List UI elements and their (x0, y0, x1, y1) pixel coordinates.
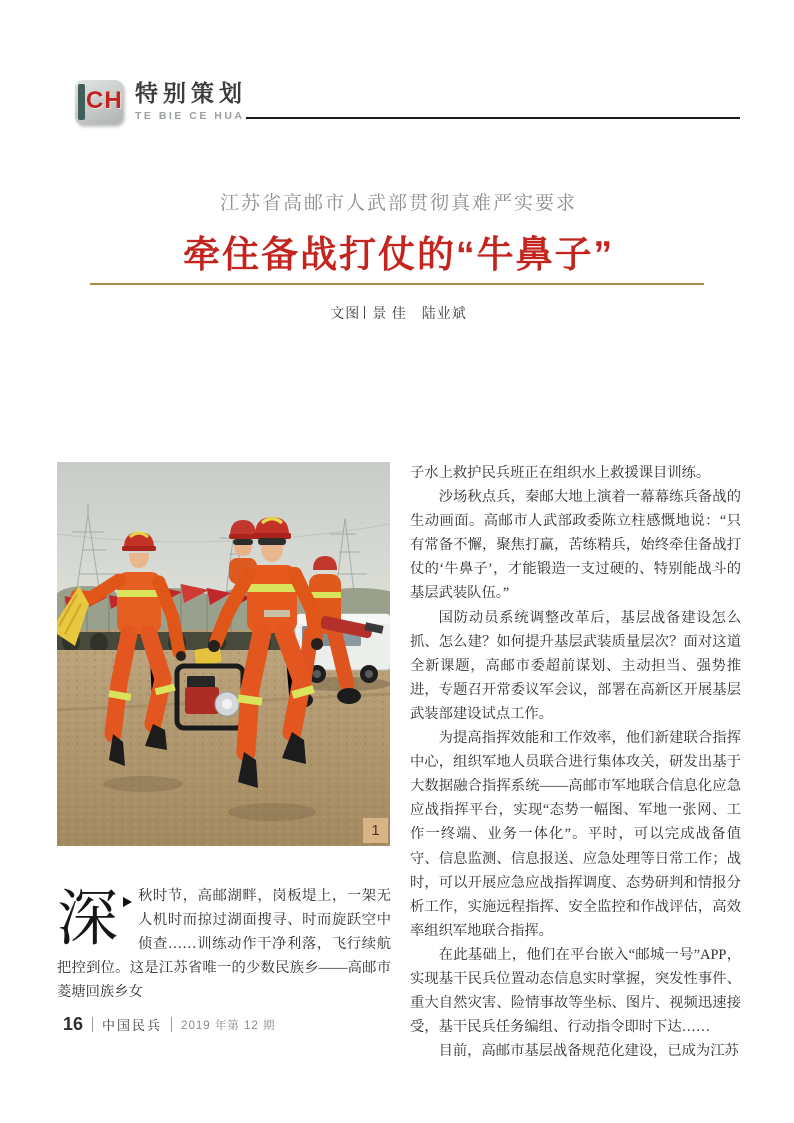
drop-cap: 深 (57, 886, 119, 953)
byline-authors: 景 佳 陆业斌 (372, 307, 467, 322)
logo-text: CH (86, 87, 123, 114)
masthead-rule (246, 117, 740, 119)
magazine-name: 中国民兵 (102, 1018, 163, 1033)
article-title: 牵住备战打仗的“牛鼻子” (183, 234, 614, 275)
paragraph: 国防动员系统调整改革后，基层战备建设怎么抓、怎么建？如何提升基层武装质量层次？面对这道全新课题，高邮市委超前谋划、主动担当、强势推进，专题召开常委议军会议，部署在高新区开展基层武装部建设试点工作。 (410, 609, 741, 722)
masthead-text (135, 80, 247, 122)
left-column (57, 884, 391, 1004)
photo-illustration (57, 462, 390, 846)
title-rule (90, 283, 704, 285)
section-title: 特别策划 (135, 80, 247, 106)
drop-cap-pointer-icon (123, 897, 132, 907)
section-pinyin: TE BIE CE HUA (135, 110, 245, 122)
paragraph: 目前，高邮市基层战备规范化建设，已成为江苏 (438, 1043, 739, 1060)
footer-divider (92, 1017, 93, 1032)
paragraph: 子水上救护民兵班正在组织水上救援课目训练。 (410, 465, 711, 481)
byline-divider (364, 306, 365, 319)
logo-bar (78, 84, 85, 120)
article-subtitle: 江苏省高邮市人武部贯彻真难严实要求 (219, 193, 577, 214)
byline-prefix: 文图 (330, 307, 361, 322)
paragraph: 沙场秋点兵，秦邮大地上演着一幕幕练兵备战的生动画面。高邮市人武部政委陈立柱感慨地说：“只有常备不懈，聚焦打赢，苦练精兵，始终牵住备战打仗的‘牛鼻子’，才能锻造一支过硬的、特别能战斗的基层武装队伍。” (410, 489, 741, 602)
magazine-logo (75, 80, 123, 124)
dropcap-paragraph (57, 884, 391, 1004)
page-footer (63, 1014, 276, 1035)
page-number: 16 (63, 1014, 84, 1034)
article-photo-1 (57, 462, 390, 846)
issue-label: 2019 年第 12 期 (181, 1019, 276, 1032)
masthead (75, 80, 247, 124)
byline (57, 303, 740, 323)
paragraph: 在此基础上，他们在平台嵌入“邮城一号”APP，实现基干民兵位置动态信息实时掌握，突发性事件、重大自然灾害、险情事故等坐标、图片、视频迅速接受，基干民兵任务编组、行动指令即时下达…… (410, 946, 741, 1036)
photo-number-badge: 1 (363, 818, 388, 843)
right-column (410, 461, 741, 1063)
left-paragraph-text: 秋时节，高邮湖畔，岗板堤上，一架无人机时而掠过湖面搜寻、时而旋跃空中侦查……训练动作干净利落，飞行续航把控到位。这是江苏省唯一的少数民族乡——高邮市菱塘回族乡女 (57, 888, 391, 1001)
paragraph: 为提高指挥效能和工作效率，他们新建联合指挥中心，组织军地人员联合进行集体攻关，研发出基于大数据融合指挥系统——高邮市军地联合信息化应急应战指挥平台，实现“态势一幅图、军地一张网、工作一终端、业务一体化”。平时，可以完成战备值守、信息监测、信息报送、应急处理等日常工作；战时，可以开展应急应战指挥调度、态势研判和情报分析工作，实施远程指挥、安全监控和作战评估，高效率组织军地联合指挥。 (410, 730, 741, 939)
footer-divider (171, 1017, 172, 1032)
